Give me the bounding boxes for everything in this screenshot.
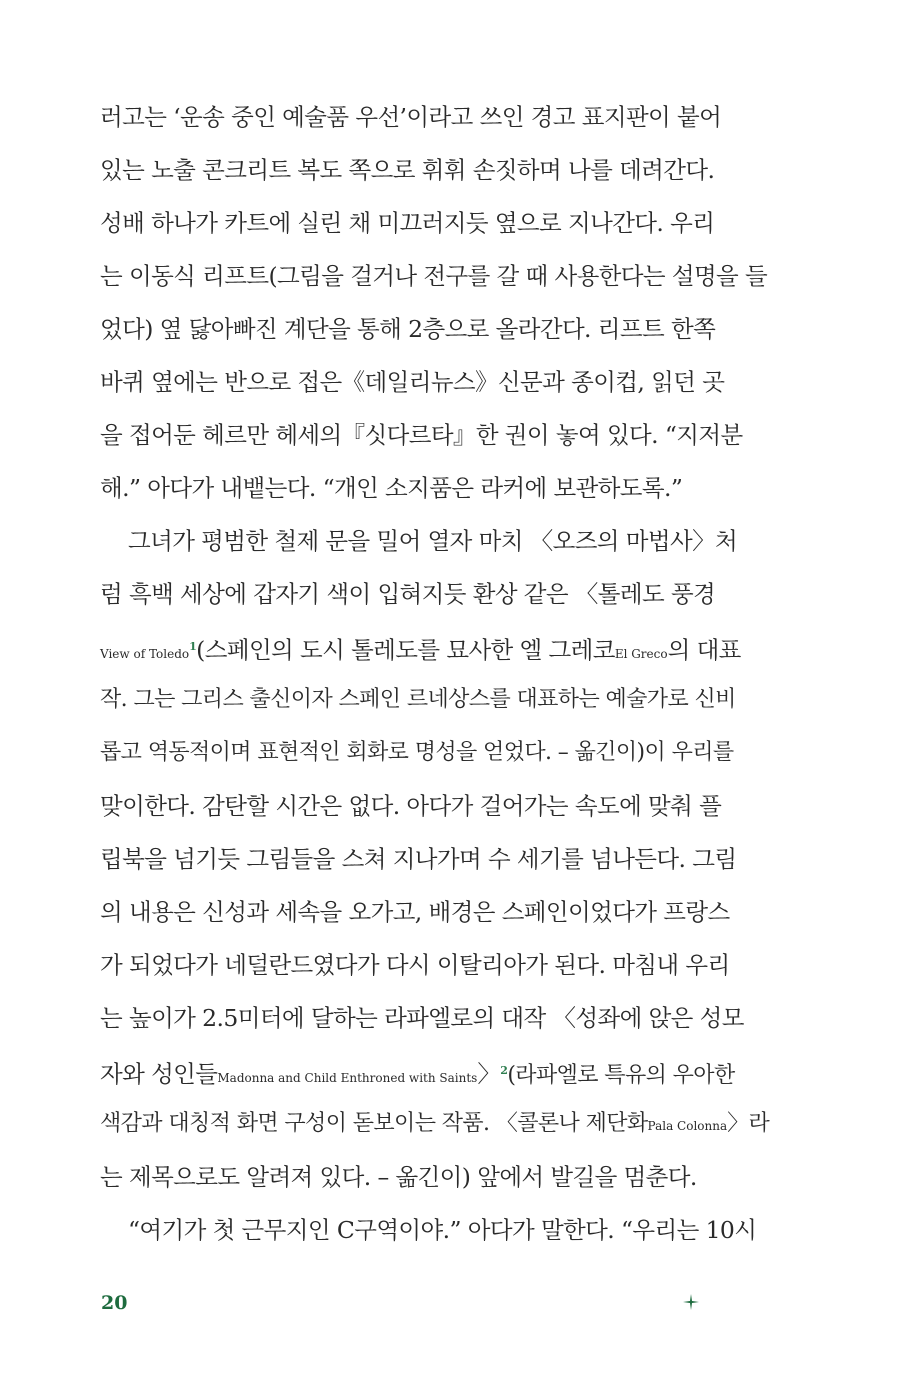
text-segment: (라파엘로 특유의 우아한 <box>507 1063 735 1088</box>
text-line: 가 되었다가 네덜란드였다가 다시 이탈리아가 된다. 마침내 우리 <box>100 951 730 979</box>
english-title: Madonna and Child Enthroned with Saints <box>217 1071 478 1085</box>
text-line: 바퀴 옆에는 반으로 접은《데일리뉴스》신문과 종이컵, 읽던 곳 <box>100 368 725 396</box>
text-line <box>100 1100 770 1148</box>
text-line: 는 제목으로도 알려져 있다. – 옮긴이) 앞에서 발길을 멈춘다. <box>100 1163 697 1191</box>
footnote-marker: 2 <box>500 1064 508 1077</box>
text-line: 럼 흑백 세상에 갑자기 색이 입혀지듯 환상 같은 〈톨레도 풍경 <box>100 580 716 608</box>
text-line: 의 내용은 신성과 세속을 오가고, 배경은 스페인이었다가 프랑스 <box>100 898 730 926</box>
english-title: View of Toledo <box>100 647 190 661</box>
text-line <box>100 623 741 671</box>
plus-ornament-icon <box>682 1293 700 1311</box>
text-line: 을 접어둔 헤르만 헤세의『싯다르타』한 권이 놓여 있다. “지저분 <box>100 421 743 449</box>
text-line: 러고는 ‘운송 중인 예술품 우선’이라고 쓰인 경고 표지판이 붙어 <box>100 103 722 131</box>
text-line: 있는 노출 콘크리트 복도 쪽으로 휘휘 손짓하며 나를 데려간다. <box>100 156 715 184</box>
english-name: El Greco <box>614 647 668 661</box>
text-line: 는 높이가 2.5미터에 달하는 라파엘로의 대작 〈성좌에 앉은 성모 <box>100 1004 744 1032</box>
page-number: 20 <box>101 1292 128 1314</box>
text-line: 립북을 넘기듯 그림들을 스쳐 지나가며 수 세기를 넘나든다. 그림 <box>100 845 737 873</box>
text-line: 작. 그는 그리스 출신이자 스페인 르네상스를 대표하는 예술가로 신비 <box>100 687 736 712</box>
english-title: Pala Colonna <box>647 1119 728 1133</box>
text-segment: (스페인의 도시 톨레도를 묘사한 엘 그레코 <box>196 636 615 664</box>
text-segment: 〉 <box>477 1060 501 1088</box>
text-segment: 의 대표 <box>667 636 741 664</box>
text-segment: 자와 성인들 <box>100 1060 218 1088</box>
text-segment: 색감과 대칭적 화면 구성이 돋보이는 작품. 〈콜론나 제단화 <box>100 1111 648 1136</box>
text-line: 맞이한다. 감탄할 시간은 없다. 아다가 걸어가는 속도에 맞춰 플 <box>100 792 722 820</box>
text-line <box>100 1047 735 1095</box>
text-line: 었다) 옆 닳아빠진 계단을 통해 2층으로 올라간다. 리프트 한쪽 <box>100 315 716 343</box>
text-line: 성배 하나가 카트에 실린 채 미끄러지듯 옆으로 지나간다. 우리 <box>100 209 715 237</box>
footnote-marker: 1 <box>189 640 197 653</box>
text-line: “여기가 첫 근무지인 C구역이야.” 아다가 말한다. “우리는 10시 <box>128 1216 757 1244</box>
text-line: 롭고 역동적이며 표현적인 회화로 명성을 얻었다. – 옮긴이)이 우리를 <box>100 740 734 765</box>
text-segment: 〉라 <box>727 1111 770 1136</box>
text-line: 그녀가 평범한 철제 문을 밀어 열자 마치 〈오즈의 마법사〉처 <box>128 527 738 555</box>
text-line: 는 이동식 리프트(그림을 걸거나 전구를 갈 때 사용한다는 설명을 들 <box>100 262 768 290</box>
text-line: 해.” 아다가 내뱉는다. “개인 소지품은 라커에 보관하도록.” <box>100 474 683 502</box>
